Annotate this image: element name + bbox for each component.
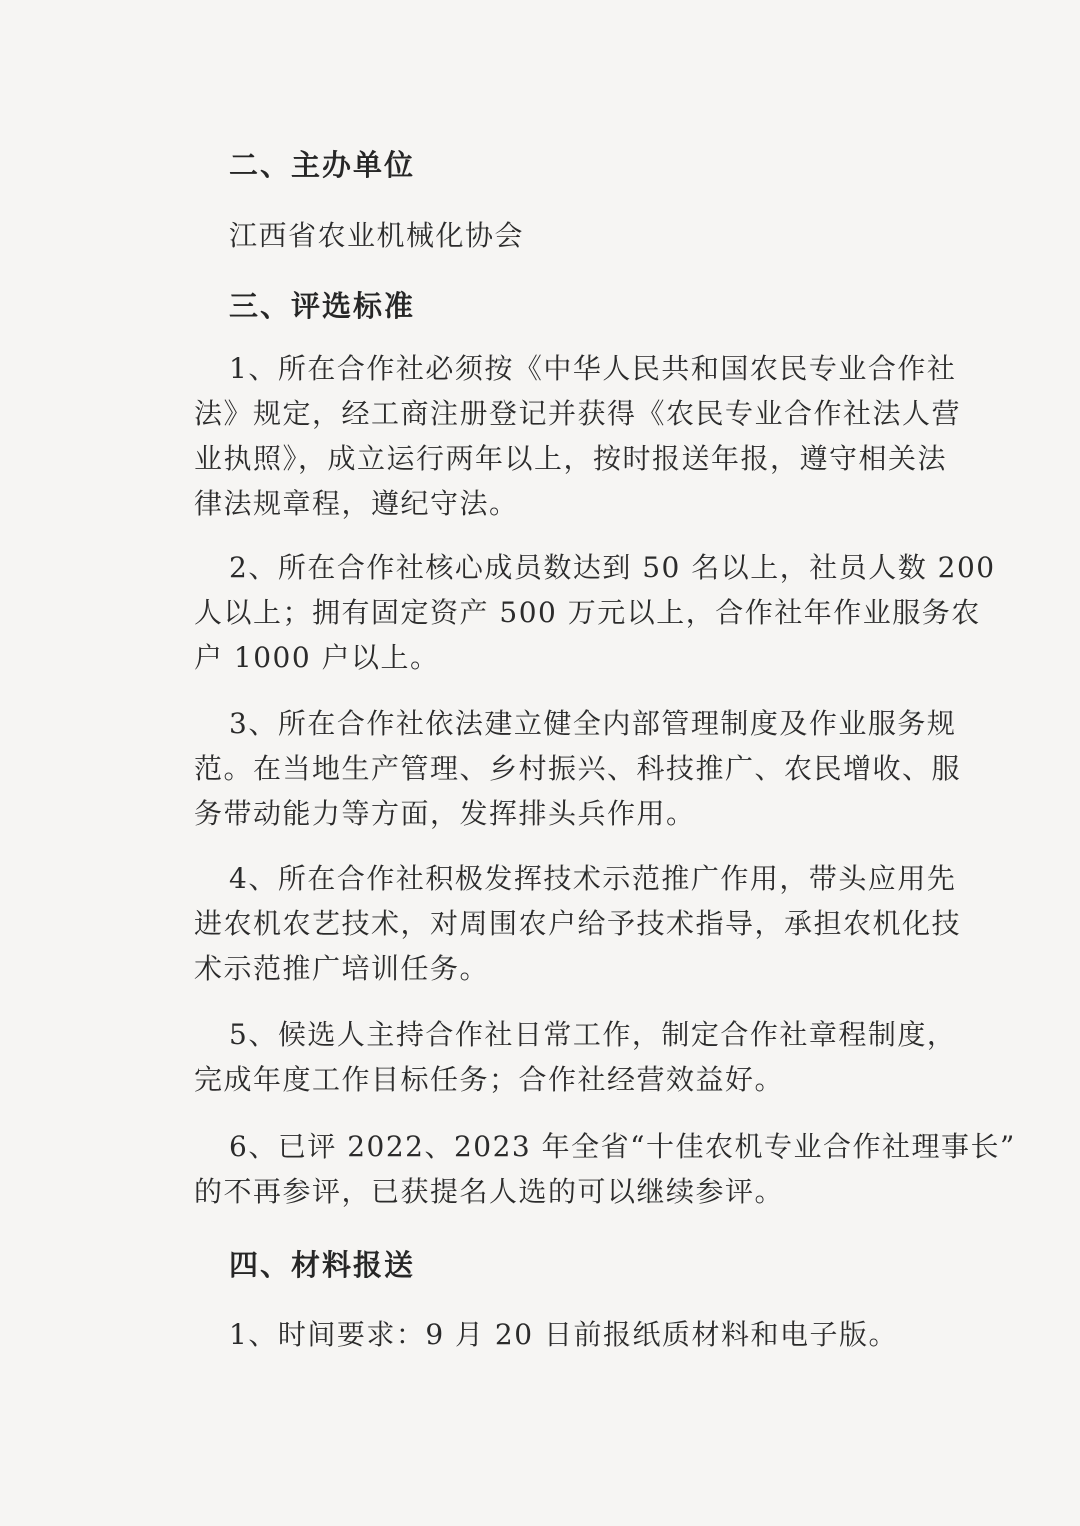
criterion-1-line-3: 业执照》，成立运行两年以上，按时报送年报，遵守相关法 xyxy=(194,442,948,475)
criterion-1-line-4: 律法规章程，遵纪守法。 xyxy=(194,487,519,520)
criterion-2 xyxy=(194,545,996,680)
criterion-3-line-2: 范。在当地生产管理、乡村振兴、科技推广、农民增收、服 xyxy=(194,752,962,785)
criterion-4-line-2: 进农机农艺技术，对周围农户给予技术指导，承担农机化技 xyxy=(194,907,962,940)
criterion-5 xyxy=(194,1012,957,1102)
criterion-3 xyxy=(194,701,962,836)
materials-item-1: 1、时间要求：9 月 20 日前报纸质材料和电子版。 xyxy=(229,1318,898,1351)
organizer-name: 江西省农业机械化协会 xyxy=(229,219,525,252)
criterion-6-line-1: 6、已评 2022、2023 年全省“十佳农机专业合作社理事长” xyxy=(229,1130,1016,1163)
criterion-3-line-3: 务带动能力等方面，发挥排头兵作用。 xyxy=(194,797,696,830)
criterion-6-line-2: 的不再参评，已获提名人选的可以继续参评。 xyxy=(194,1175,785,1208)
section-heading-organizer: 二、主办单位 xyxy=(229,148,416,182)
criterion-5-line-1: 5、候选人主持合作社日常工作，制定合作社章程制度， xyxy=(229,1018,957,1051)
criterion-4-line-3: 术示范推广培训任务。 xyxy=(194,952,490,985)
criterion-5-line-2: 完成年度工作目标任务；合作社经营效益好。 xyxy=(194,1063,785,1096)
criterion-4 xyxy=(194,856,962,991)
criterion-1 xyxy=(194,346,962,526)
criterion-1-line-1: 1、所在合作社必须按《中华人民共和国农民专业合作社 xyxy=(229,352,957,385)
criterion-6 xyxy=(194,1124,1016,1214)
criterion-2-line-1: 2、所在合作社核心成员数达到 50 名以上，社员人数 200 xyxy=(229,551,996,584)
criterion-2-line-3: 户 1000 户以上。 xyxy=(194,641,440,674)
criterion-2-line-2: 人以上；拥有固定资产 500 万元以上，合作社年作业服务农 xyxy=(194,596,981,629)
criterion-3-line-1: 3、所在合作社依法建立健全内部管理制度及作业服务规 xyxy=(229,707,957,740)
criterion-1-line-2: 法》规定，经工商注册登记并获得《农民专业合作社法人营 xyxy=(194,397,962,430)
section-heading-criteria: 三、评选标准 xyxy=(229,289,416,323)
criterion-4-line-1: 4、所在合作社积极发挥技术示范推广作用，带头应用先 xyxy=(229,862,957,895)
section-heading-materials: 四、材料报送 xyxy=(229,1248,416,1282)
